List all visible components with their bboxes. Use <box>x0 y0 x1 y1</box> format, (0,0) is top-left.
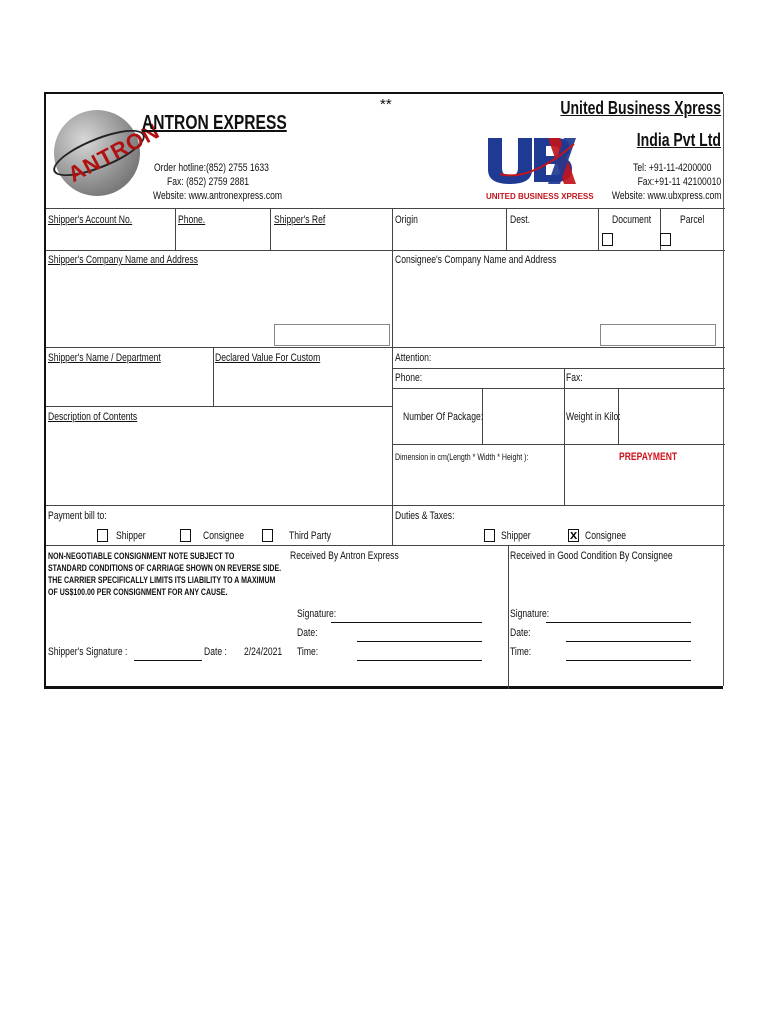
order-hotline: Order hotline:(852) 2755 1633 <box>154 162 269 174</box>
shipper-name-label: Shipper's Name / Department <box>48 352 161 364</box>
shipper-date-value: 2/24/2021 <box>244 646 283 658</box>
shipper-signature-label: Shipper's Signature : <box>48 646 128 658</box>
shipper-phone-label: Phone. <box>178 214 206 226</box>
pay-shipper-checkbox[interactable] <box>97 529 108 542</box>
consignee-signature-label: Signature: <box>510 608 550 620</box>
antron-website: Website: www.antronexpress.com <box>153 190 283 202</box>
waybill-form <box>44 92 723 689</box>
description-label: Description of Contents <box>48 411 138 423</box>
dimension-label: Dimension in cm(Length * Width * Height ): <box>395 452 529 462</box>
pay-consignee-checkbox[interactable] <box>180 529 191 542</box>
document-label: Document <box>612 214 652 226</box>
consignee-signature-line[interactable] <box>546 622 691 623</box>
parcel-label: Parcel <box>680 214 705 226</box>
consignee-postcode-field[interactable] <box>600 324 716 346</box>
duties-consignee-label: Consignee <box>585 530 627 542</box>
consignee-fax-label: Fax: <box>566 372 583 384</box>
pay-third-party-checkbox[interactable] <box>262 529 273 542</box>
liability-notice: NON-NEGOTIABLE CONSIGNMENT NOTE SUBJECT TO STANDARD CONDITIONS OF CARRIAGE SHOWN ON REVERSE SIDE. THE CARRIER SPECIFICALLY LIMITS ITS LIABILITY TO A MAXIMUM OF US$100.00 PER CONSIGNMENT FOR ANY CAUSE. <box>48 551 282 597</box>
ubx-fax: Fax:+91-11 42100010 <box>637 176 721 188</box>
received-consignee-label: Received in Good Condition By Consignee <box>510 550 673 562</box>
antron-signature-label: Signature: <box>297 608 337 620</box>
document-checkbox[interactable] <box>602 233 613 246</box>
ubx-company-name-2: India Pvt Ltd <box>636 130 721 150</box>
consignee-time-label: Time: <box>510 646 532 658</box>
duties-shipper-label: Shipper <box>501 530 531 542</box>
ubx-logo <box>486 134 578 186</box>
ubx-website: Website: www.ubxpress.com <box>611 190 721 202</box>
shipper-ref-label: Shipper's Ref <box>274 214 326 226</box>
antron-company-name: ANTRON EXPRESS <box>142 112 287 134</box>
ubx-tel: Tel: +91-11-4200000 <box>632 162 711 174</box>
received-antron-label: Received By Antron Express <box>290 550 399 562</box>
parcel-checkbox[interactable] <box>660 233 671 246</box>
num-packages-label: Number Of Package: <box>403 411 484 423</box>
dest-label: Dest. <box>510 214 531 226</box>
consignee-phone-label: Phone: <box>395 372 423 384</box>
antron-fax: Fax: (852) 2759 2881 <box>167 176 250 188</box>
duties-shipper-checkbox[interactable] <box>484 529 495 542</box>
consignee-date-label: Date: <box>510 627 531 639</box>
antron-logo: ANTRON <box>54 110 140 196</box>
consignee-date-line[interactable] <box>566 641 691 642</box>
shipper-company-label: Shipper's Company Name and Address <box>48 254 198 266</box>
attention-label: Attention: <box>395 352 432 364</box>
pay-shipper-label: Shipper <box>116 530 146 542</box>
stars-mark: ** <box>380 96 392 113</box>
consignee-time-line[interactable] <box>566 660 691 661</box>
declared-value-label: Declared Value For Custom <box>215 352 321 364</box>
antron-time-line[interactable] <box>357 660 482 661</box>
ubx-tagline: UNITED BUSINESS XPRESS <box>486 192 594 201</box>
prepayment-label: PREPAYMENT <box>619 451 678 463</box>
origin-label: Origin <box>395 214 418 226</box>
consignee-company-label: Consignee's Company Name and Address <box>395 254 557 266</box>
duties-taxes-label: Duties & Taxes: <box>395 510 455 522</box>
antron-time-label: Time: <box>297 646 319 658</box>
ubx-company-name-1: United Business Xpress <box>560 98 721 118</box>
antron-date-label: Date: <box>297 627 318 639</box>
antron-signature-line[interactable] <box>331 622 482 623</box>
pay-third-party-label: Third Party <box>289 530 331 542</box>
payment-bill-to-label: Payment bill to: <box>48 510 107 522</box>
shipper-signature-line[interactable] <box>134 660 202 661</box>
duties-consignee-checkbox[interactable] <box>568 529 579 542</box>
shipper-account-label: Shipper's Account No. <box>48 214 133 226</box>
shipper-postcode-field[interactable] <box>274 324 390 346</box>
shipper-date-label: Date : <box>204 646 227 658</box>
pay-consignee-label: Consignee <box>203 530 245 542</box>
antron-date-line[interactable] <box>357 641 482 642</box>
weight-label: Weight in Kilo: <box>566 411 621 423</box>
